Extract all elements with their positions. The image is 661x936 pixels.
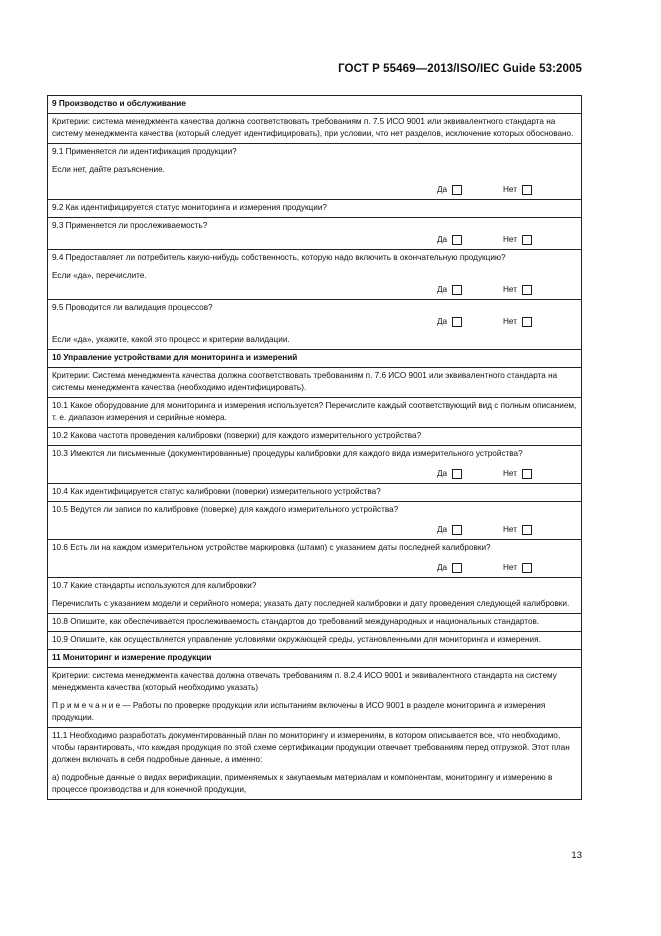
yes-label: Да [437, 235, 448, 244]
table-cell [48, 502, 582, 540]
table-row [48, 502, 582, 540]
table-cell [48, 144, 582, 200]
section-heading-row [48, 350, 582, 368]
row-text: а) подробные данные о видах верификации, применяемых к закупаемым материалам и компонентам, мониторингу и измерению в процессе производства и для конечной продукции, [52, 773, 553, 794]
table-cell [48, 484, 582, 502]
no-option[interactable] [503, 234, 561, 246]
document-header: ГОСТ Р 55469—2013/ISO/IEC Guide 53:2005 [338, 63, 582, 75]
row-text: 11.1 Необходимо разработать документированный план по мониторингу и измерениям, в котором описывается все, что необходимо, чтобы гарантировать, что каждая продукция по этой схеме сертификации продукции отвечает требованиям перед отгрузкой. Этот план должен включать в себя подробные данные, а именно: [52, 731, 570, 764]
row-text: Критерии: система менеджмента качества должна соответствовать требованиям п. 7.5 ИСО 9001 или эквивалентного стандарта на систему менеджмента качества (который следует идентифицировать), при условии, что нет разделов, исключение которых обосновано. [52, 117, 574, 138]
yes-option[interactable] [437, 184, 495, 196]
row-text: Критерии: Система менеджмента качества должна соответствовать требованиям п. 7.6 ИСО 9001 или эквивалентного стандарта на системы менеджмента качества (необходимо идентифицировать). [52, 371, 558, 392]
row-text: Критерии: система менеджмента качества должна отвечать требованиям п. 8.2.4 ИСО 9001 и эквивалентного стандарта на систему менеджмента качества (который необходимо указать) [52, 671, 557, 692]
row-text: 9.3 Применяется ли прослеживаемость? [52, 221, 208, 230]
table-cell [48, 540, 582, 578]
yes-option[interactable] [437, 524, 495, 536]
yes-label: Да [437, 185, 448, 194]
row-text: Если «да», укажите, какой это процесс и критерии валидации. [52, 335, 290, 344]
table-row [48, 144, 582, 200]
row-text: 10.3 Имеются ли письменные (документированные) процедуры калибровки для каждого вида измерительного устройства? [52, 449, 523, 458]
no-label: Нет [503, 185, 517, 194]
table-row [48, 484, 582, 502]
yes-option[interactable] [437, 284, 495, 296]
no-option[interactable] [503, 284, 561, 296]
table-cell [48, 96, 582, 114]
yes-checkbox[interactable] [452, 317, 462, 327]
row-text: 10.8 Опишите, как обеспечивается прослеживаемость стандартов до требований международных и национальных стандартов. [52, 617, 540, 626]
section-heading-row [48, 650, 582, 668]
no-checkbox[interactable] [522, 525, 532, 535]
row-text: 10.4 Как идентифицируется статус калибровки (поверки) измерительного устройства? [52, 487, 381, 496]
yes-no-options [52, 184, 577, 196]
table-cell [48, 368, 582, 398]
yes-checkbox[interactable] [452, 563, 462, 573]
checklist-table [47, 95, 582, 800]
table-cell [48, 728, 582, 800]
row-text: Если «да», перечислите. [52, 271, 147, 280]
row-text: 10.1 Какое оборудование для мониторинга и измерения используется? Перечислите каждый соответствующий вид с полным описанием, т. е. диапазон измерения и серийные номера. [52, 401, 577, 422]
row-text: П р и м е ч а н и е — Работы по проверке продукции или испытаниям включены в ИСО 9001 в разделе мониторинга и измерения продукции. [52, 701, 546, 722]
table-cell [48, 446, 582, 484]
table-row [48, 578, 582, 614]
table-cell [48, 650, 582, 668]
no-checkbox[interactable] [522, 235, 532, 245]
yes-checkbox[interactable] [452, 235, 462, 245]
row-text: 10.2 Какова частота проведения калибровки (поверки) для каждого измерительного устройства? [52, 431, 422, 440]
table-cell [48, 114, 582, 144]
table-cell [48, 350, 582, 368]
no-option[interactable] [503, 468, 561, 480]
yes-no-options [52, 234, 577, 246]
row-text: 9.4 Предоставляет ли потребитель какую-нибудь собственность, которую надо включить в окончательную продукцию? [52, 253, 506, 262]
table-row [48, 250, 582, 300]
no-checkbox[interactable] [522, 317, 532, 327]
table-row [48, 114, 582, 144]
table-row [48, 368, 582, 398]
no-checkbox[interactable] [522, 563, 532, 573]
table-cell [48, 578, 582, 614]
no-label: Нет [503, 317, 517, 326]
row-text: 10 Управление устройствами для мониторинга и измерений [52, 353, 298, 362]
table-cell [48, 632, 582, 650]
table-row [48, 218, 582, 250]
table-cell [48, 218, 582, 250]
no-option[interactable] [503, 562, 561, 574]
yes-option[interactable] [437, 316, 495, 328]
row-text: 9.2 Как идентифицируется статус мониторинга и измерения продукции? [52, 203, 327, 212]
row-text: 10.5 Ведутся ли записи по калибровке (поверке) для каждого измерительного устройства? [52, 505, 399, 514]
no-option[interactable] [503, 524, 561, 536]
no-label: Нет [503, 285, 517, 294]
table-cell [48, 428, 582, 446]
no-option[interactable] [503, 184, 561, 196]
table-cell [48, 614, 582, 632]
yes-checkbox[interactable] [452, 185, 462, 195]
yes-label: Да [437, 525, 448, 534]
table-cell [48, 398, 582, 428]
row-text: Перечислить с указанием модели и серийного номера; указать дату последней калибровки и дату проведения следующей калибровки. [52, 599, 570, 608]
yes-no-options [52, 524, 577, 536]
table-row [48, 300, 582, 350]
yes-option[interactable] [437, 468, 495, 480]
table-row [48, 668, 582, 728]
no-option[interactable] [503, 316, 561, 328]
yes-option[interactable] [437, 562, 495, 574]
yes-no-options [52, 562, 577, 574]
yes-option[interactable] [437, 234, 495, 246]
no-label: Нет [503, 235, 517, 244]
table-row [48, 632, 582, 650]
yes-label: Да [437, 317, 448, 326]
row-text: 11 Мониторинг и измерение продукции [52, 653, 212, 662]
row-text: 10.6 Есть ли на каждом измерительном устройстве маркировка (штамп) с указанием даты последней калибровки? [52, 543, 491, 552]
row-text: 10.9 Опишите, как осуществляется управление условиями окружающей среды, установленными для мониторинга и измерения. [52, 635, 541, 644]
yes-checkbox[interactable] [452, 469, 462, 479]
table-cell [48, 668, 582, 728]
no-label: Нет [503, 563, 517, 572]
no-checkbox[interactable] [522, 285, 532, 295]
table-row [48, 398, 582, 428]
yes-label: Да [437, 469, 448, 478]
yes-label: Да [437, 563, 448, 572]
no-checkbox[interactable] [522, 185, 532, 195]
yes-checkbox[interactable] [452, 285, 462, 295]
table-row [48, 446, 582, 484]
row-text: Если нет, дайте разъяснение. [52, 165, 165, 174]
row-text: 9.5 Проводится ли валидация процессов? [52, 303, 213, 312]
row-text: 9.1 Применяется ли идентификация продукции? [52, 147, 237, 156]
section-heading-row [48, 96, 582, 114]
table-row [48, 540, 582, 578]
row-text: 10.7 Какие стандарты используются для калибровки? [52, 581, 257, 590]
yes-label: Да [437, 285, 448, 294]
no-label: Нет [503, 525, 517, 534]
yes-no-options [52, 468, 577, 480]
table-row [48, 200, 582, 218]
table-cell [48, 300, 582, 350]
no-label: Нет [503, 469, 517, 478]
no-checkbox[interactable] [522, 469, 532, 479]
table-row [48, 428, 582, 446]
table-cell [48, 200, 582, 218]
page-number: 13 [571, 850, 582, 861]
yes-no-options [52, 316, 577, 328]
row-text: 9 Производство и обслуживание [52, 99, 186, 108]
yes-checkbox[interactable] [452, 525, 462, 535]
table-cell [48, 250, 582, 300]
yes-no-options [52, 284, 577, 296]
table-row [48, 728, 582, 800]
table-row [48, 614, 582, 632]
